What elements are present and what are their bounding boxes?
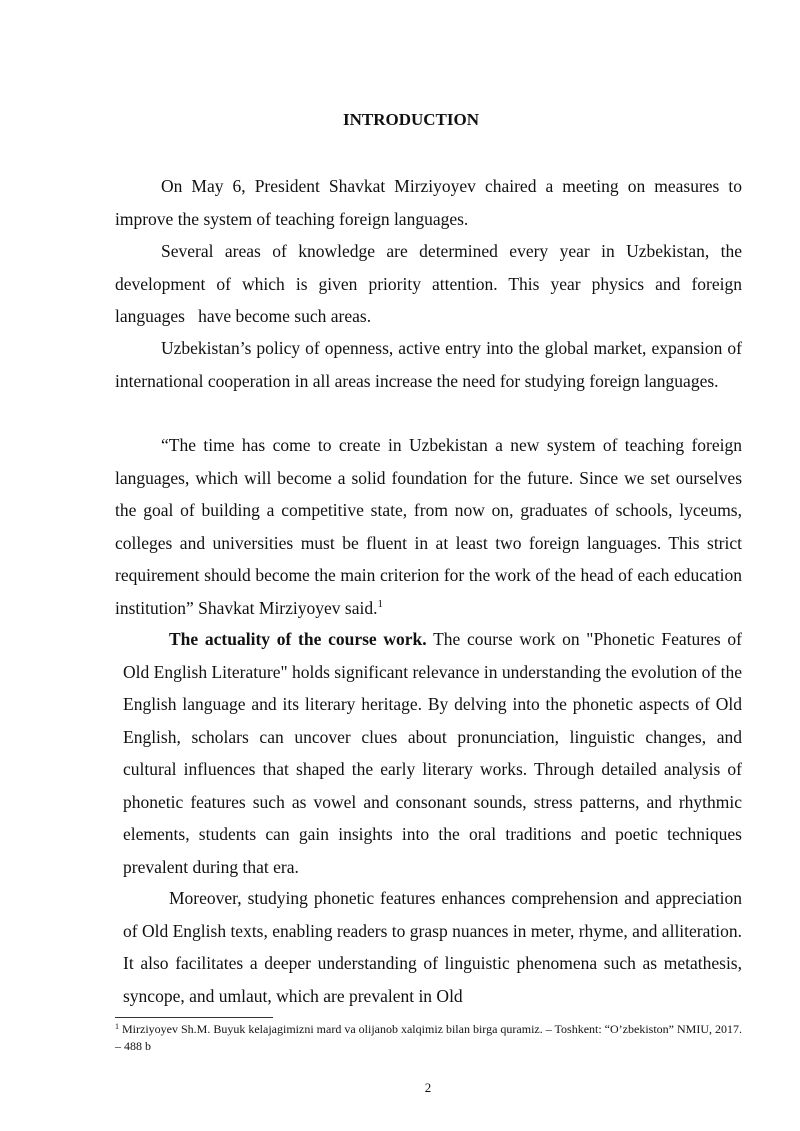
actuality-text: The course work on "Phonetic Features of Old English Literature" holds significant relevance in understanding the evolution of the English language and its literary heritage. By delving into the phonetic aspects of Old English, scholars can uncover clues about pronunciation, linguistic changes, and cultural influences that shaped the early literary works. Through detailed analysis of phonetic features such as vowel and consonant sounds, stress patterns, and rhythmic elements, students can gain insights into the oral traditions and poetic techniques prevalent during that era. — [123, 629, 742, 877]
page-number: 2 — [424, 1080, 432, 1095]
section-lead-in: The actuality of the course work. — [169, 629, 427, 649]
footnote-text: Mirziyoyev Sh.M. Buyuk kelajagimizni mard va olijanob xalqimiz bilan birga quramiz. – Toshkent: “O’zbekiston” NMIU, 2017. – 488 b — [115, 1022, 742, 1053]
footnote — [115, 1021, 742, 1055]
footnote-marker: 1 — [115, 1022, 119, 1031]
quote-text: “The time has come to create in Uzbekistan a new system of teaching foreign languages, which will become a solid foundation for the future. Since we set ourselves the goal of building a competitive state, from now on, graduates of schools, lyceums, colleges and universities must be fluent in at least two foreign languages. This strict requirement should become the main criterion for the work of the head of each education institution” Shavkat Mirziyoyev said. — [115, 435, 742, 618]
page-title: INTRODUCTION — [342, 110, 480, 129]
footnote-reference: 1 — [377, 597, 383, 610]
paragraph-actuality — [123, 623, 742, 883]
paragraph-openness-policy: Uzbekistan’s policy of openness, active entry into the global market, expansion of international cooperation in all areas increase the need for studying foreign languages. — [115, 338, 742, 391]
footnote-separator — [115, 1017, 273, 1018]
paragraph-quote — [115, 429, 742, 624]
paragraph-priority-areas: Several areas of knowledge are determined every year in Uzbekistan, the development of which is given priority attention. This year physics and foreign languages have become such areas. — [115, 241, 742, 326]
paragraph-meeting: On May 6, President Shavkat Mirziyoyev chaired a meeting on measures to improve the system of teaching foreign languages. — [115, 176, 742, 229]
paragraph-moreover: Moreover, studying phonetic features enhances comprehension and appreciation of Old English texts, enabling readers to grasp nuances in meter, rhyme, and alliteration. It also facilitates a deeper understanding of linguistic phenomena such as metathesis, syncope, and umlaut, which are prevalent in Old — [123, 888, 742, 1006]
